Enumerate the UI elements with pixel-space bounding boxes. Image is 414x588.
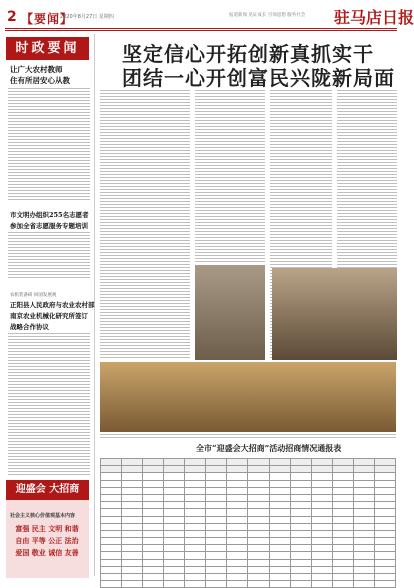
page-number: 2: [7, 9, 17, 25]
story3-headline-3: 战略合作协议: [10, 323, 49, 331]
main-headline-2: 团结一心开创富民兴陇新局面: [122, 66, 395, 90]
slogan-line-1: 富强 民主 文明 和谐: [15, 524, 79, 533]
news-photo-left: [195, 265, 265, 360]
story3-headline-1: 正阳县人民政府与农业农村部: [10, 301, 95, 309]
page-header: [0, 0, 414, 30]
story1-headline-2: 住有所居安心从教: [10, 76, 70, 85]
story3-kicker: 农机装备研 回国发展观: [10, 293, 57, 298]
story3-headline-2: 南京农业机械化研究所签订: [10, 312, 88, 320]
promo-box: 迎盛会 大招商: [6, 480, 89, 500]
report-table: [100, 458, 396, 588]
main-body-col1: [100, 90, 190, 358]
story1-body: [8, 88, 90, 200]
photo-caption: [100, 434, 396, 440]
slogan-title: 社会主义核心价值观基本内容: [10, 513, 76, 519]
header-rule-thin: [5, 30, 397, 31]
section-name: 【要闻】: [21, 12, 74, 26]
slogan-line-2: 自由 平等 公正 法治: [15, 536, 79, 545]
header-rule: [5, 28, 397, 29]
story2-body: [8, 232, 90, 280]
column-banner: 时政要闻: [6, 37, 89, 60]
story1-headline-1: 让广大农村教师: [10, 65, 63, 74]
main-headline-1: 坚定信心开拓创新真抓实干: [122, 42, 374, 66]
table-title: 全市“迎盛会大招商”活动招商情况通报表: [196, 443, 342, 453]
news-photo-right: [272, 268, 397, 360]
main-body-col2: [195, 90, 265, 262]
masthead: 驻马店日报: [334, 8, 414, 27]
slogan-line-3: 爱国 敬业 诚信 友善: [15, 548, 79, 557]
story3-body: [8, 333, 90, 475]
motto: 报道新闻 见证成长 引领思想 服务社会: [229, 13, 306, 18]
story2-headline-1: 市文明办组织255名志愿者: [10, 211, 89, 219]
news-photo-wide: [100, 362, 396, 432]
date-line: 2020年8月27日 星期四: [60, 14, 114, 20]
story2-headline-2: 参加全省志愿服务专题培训: [10, 222, 88, 230]
